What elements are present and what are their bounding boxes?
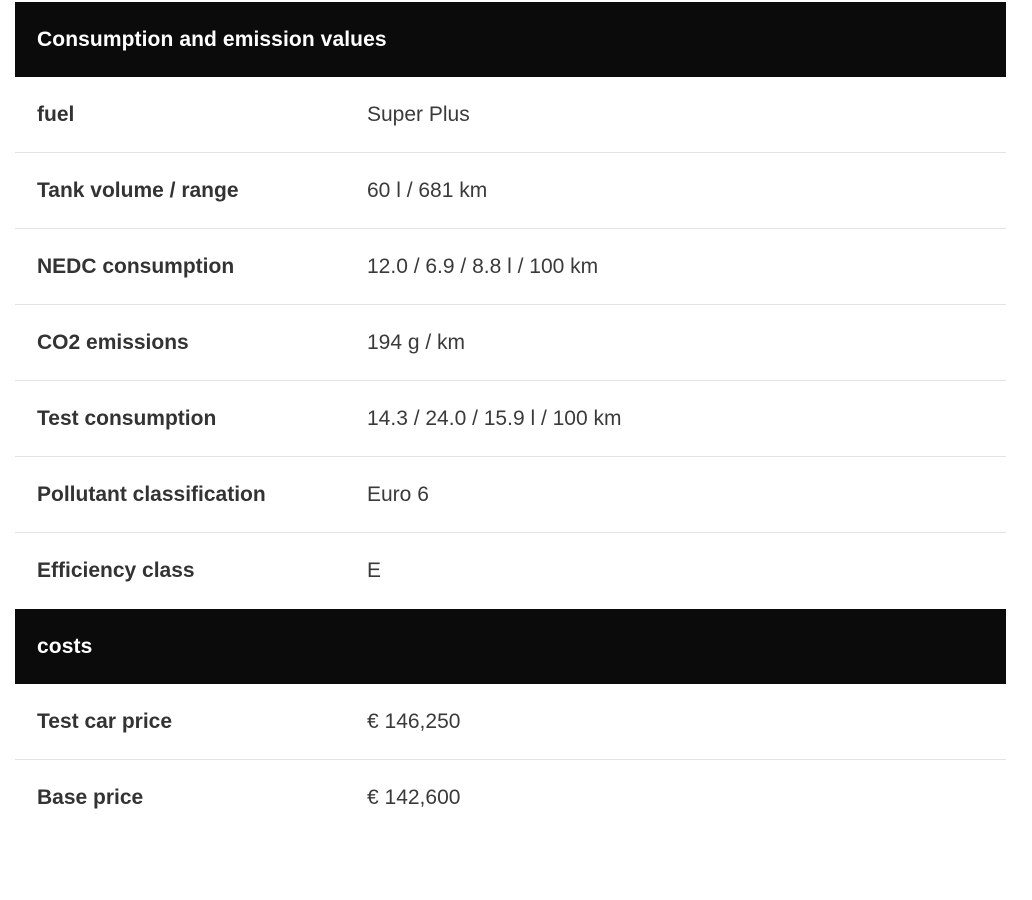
row-value: 14.3 / 24.0 / 15.9 l / 100 km bbox=[367, 406, 622, 430]
section-title: costs bbox=[37, 634, 93, 658]
section-header-costs bbox=[15, 609, 1006, 684]
row-label: Efficiency class bbox=[37, 559, 195, 582]
row-label: Base price bbox=[37, 786, 144, 809]
row-value: € 146,250 bbox=[367, 709, 461, 733]
row-value: € 142,600 bbox=[367, 786, 461, 809]
row-label: CO2 emissions bbox=[37, 330, 189, 354]
section-header-consumption bbox=[15, 2, 1006, 77]
table-row-fuel bbox=[15, 77, 1006, 153]
table-row-pollutant-classification bbox=[15, 457, 1006, 533]
section-title: Consumption and emission values bbox=[37, 27, 387, 51]
row-label: NEDC consumption bbox=[37, 254, 235, 278]
row-label: Pollutant classification bbox=[37, 482, 266, 506]
row-label: Tank volume / range bbox=[37, 178, 239, 202]
table-row-tank-volume bbox=[15, 153, 1006, 229]
table-row-test-car-price bbox=[15, 684, 1006, 760]
table-row-co2-emissions bbox=[15, 305, 1006, 381]
row-value: 60 l / 681 km bbox=[367, 178, 488, 202]
row-value: E bbox=[367, 559, 382, 582]
row-value: Euro 6 bbox=[367, 482, 429, 506]
spec-table bbox=[15, 2, 1006, 836]
row-value: Super Plus bbox=[367, 102, 470, 126]
row-value: 12.0 / 6.9 / 8.8 l / 100 km bbox=[367, 254, 599, 278]
table-row-base-price bbox=[15, 760, 1006, 836]
table-row-efficiency-class bbox=[15, 533, 1006, 609]
row-label: Test consumption bbox=[37, 406, 217, 430]
table-row-nedc-consumption bbox=[15, 229, 1006, 305]
row-label: Test car price bbox=[37, 709, 173, 733]
row-value: 194 g / km bbox=[367, 330, 466, 354]
table-row-test-consumption bbox=[15, 381, 1006, 457]
row-label: fuel bbox=[37, 102, 75, 126]
